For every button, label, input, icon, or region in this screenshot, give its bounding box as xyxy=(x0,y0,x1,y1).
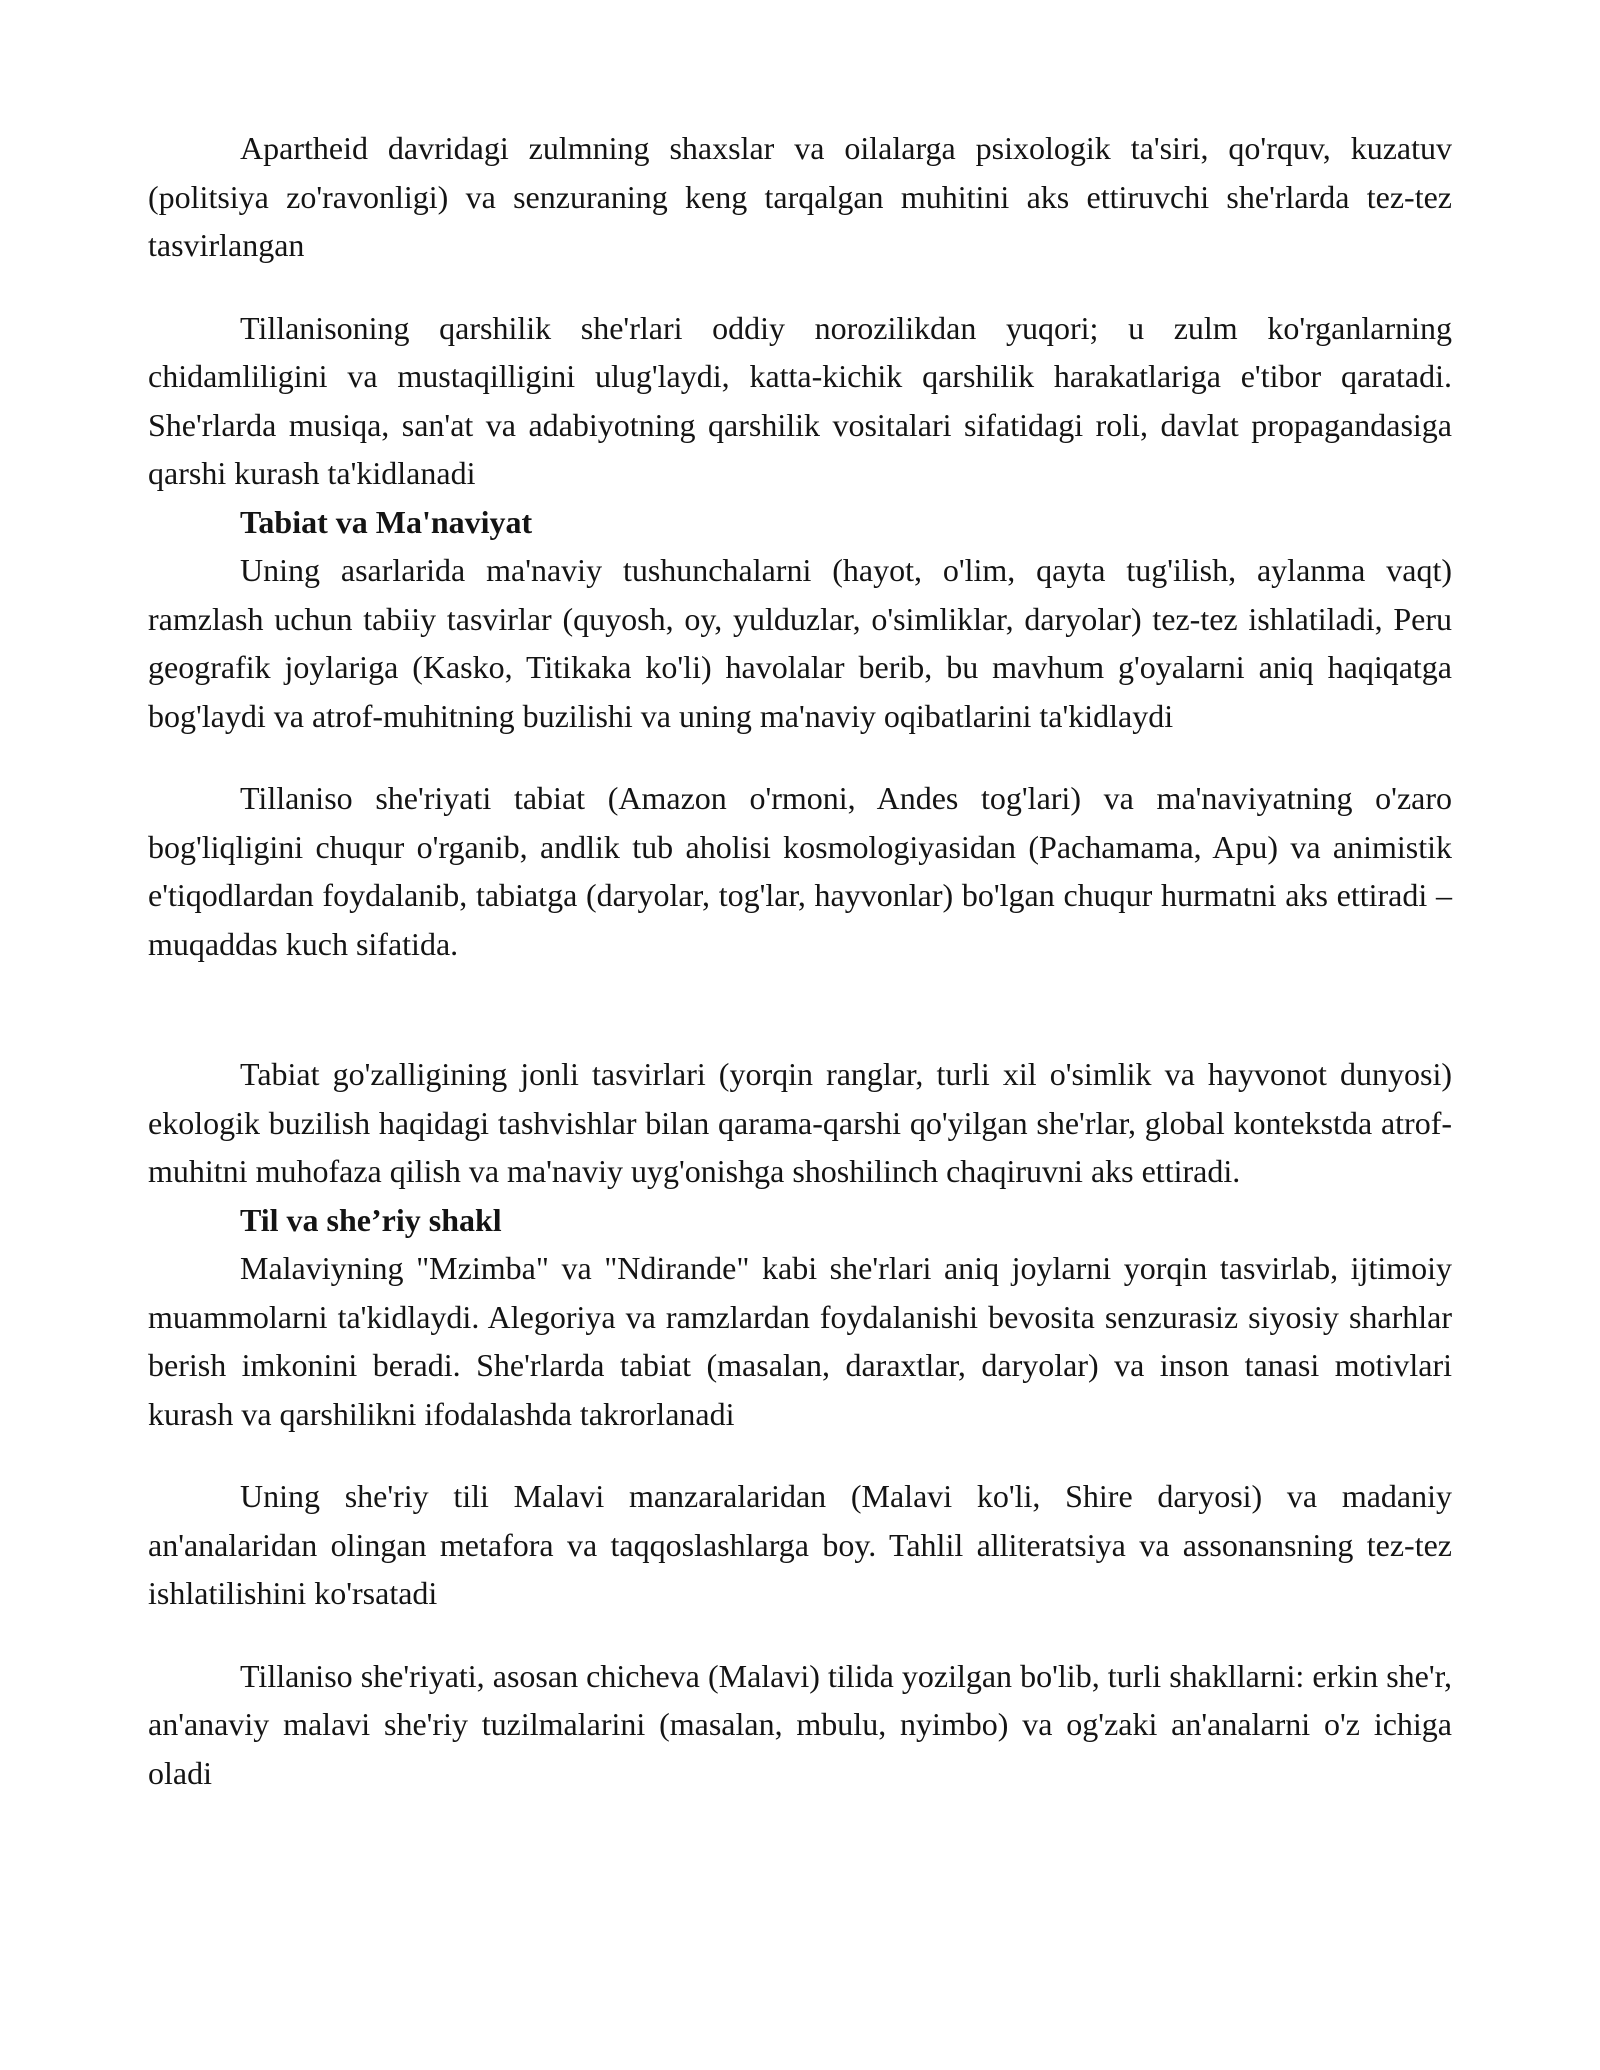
paragraph-nature-imagery: Uning asarlarida ma'naviy tushunchalarni (hayot, o'lim, qayta tug'ilish, aylanma vaqt) ramzlash uchun tabiiy tasvirlar (quyosh, oy, yulduzlar, o'simliklar, daryolar) tez-tez ishlatiladi, Peru geografik joylariga (Kasko, Titikaka ko'li) havolalar berib, bu mavhum g'oyalarni aniq haqiqatga bog'laydi va atrof-muhitning buzilishi va uning ma'naviy oqibatlarini ta'kidlaydi xyxy=(148,552,1452,734)
paragraph-apartheid-impact: Apartheid davridagi zulmning shaxslar va oilalarga psixologik ta'siri, qo'rquv, kuzatuv (politsiya zo'ravonligi) va senzuraning keng tarqalgan muhitini aks ettiruvchi she'rlarda tez-tez tasvirlangan xyxy=(148,130,1452,263)
paragraph-resistance-poems: Tillanisoning qarshilik she'rlari oddiy norozilikdan yuqori; u zulm ko'rganlarning chidamliligini va mustaqilligini ulug'laydi, katta-kichik qarshilik harakatlariga e'tibor qaratadi. She'rlarda musiqa, san'at va adabiyotning qarshilik vositalari sifatidagi roli, davlat propagandasiga qarshi kurash ta'kidlanadi xyxy=(148,309,1452,491)
section-heading-nature: Tabiat va Ma'naviyat xyxy=(240,503,533,540)
paragraph-nature-beauty: Tabiat go'zalligining jonli tasvirlari (yorqin ranglar, turli xil o'simlik va hayvonot dunyosi) ekologik buzilish haqidagi tashvishlar bilan qarama-qarshi qo'yilgan she'rlar, global kontekstda atrof-muhitni muhofaza qilish va ma'naviy uyg'onishga shoshilinch chaqiruvni aks ettiradi. xyxy=(148,1056,1452,1189)
document-page xyxy=(148,124,1452,1797)
paragraph-nature-spirituality: Tillaniso she'riyati tabiat (Amazon o'rmoni, Andes tog'lari) va ma'naviyatning o'zaro bog'liqligini chuqur o'rganib, andlik tub aholisi kosmologiyasidan (Pachamama, Apu) va animistik e'tiqodlardan foydalanib, tabiatga (daryolar, tog'lar, hayvonlar) bo'lgan chuqur hurmatni aks ettiradi – muqaddas kuch sifatida. xyxy=(148,780,1452,962)
paragraph-poetic-forms: Tillaniso she'riyati, asosan chicheva (Malavi) tilida yozilgan bo'lib, turli shakllarni: erkin she'r, an'anaviy malavi she'riy tuzilmalarini (masalan, mbulu, nyimbo) va og'zaki an'analarni o'z ichiga oladi xyxy=(148,1657,1452,1791)
paragraph-poetic-language: Uning she'riy tili Malavi manzaralaridan (Malavi ko'li, Shire daryosi) va madaniy an'analaridan olingan metafora va taqqoslashlarga boy. Tahlil alliteratsiya va assonansning tez-tez ishlatilishini ko'rsatadi xyxy=(148,1478,1452,1611)
paragraph-malawi-poems: Malaviyning "Mzimba" va "Ndirande" kabi she'rlari aniq joylarni yorqin tasvirlab, ijtimoiy muammolarni ta'kidlaydi. Alegoriya va ramzlardan foydalanishi bevosita senzurasiz siyosiy sharhlar berish imkonini beradi. She'rlarda tabiat (masalan, daraxtlar, daryolar) va inson tanasi motivlari kurash va qarshilikni ifodalashda takrorlanadi xyxy=(148,1250,1452,1432)
section-heading-language: Til va she’riy shakl xyxy=(240,1201,502,1238)
